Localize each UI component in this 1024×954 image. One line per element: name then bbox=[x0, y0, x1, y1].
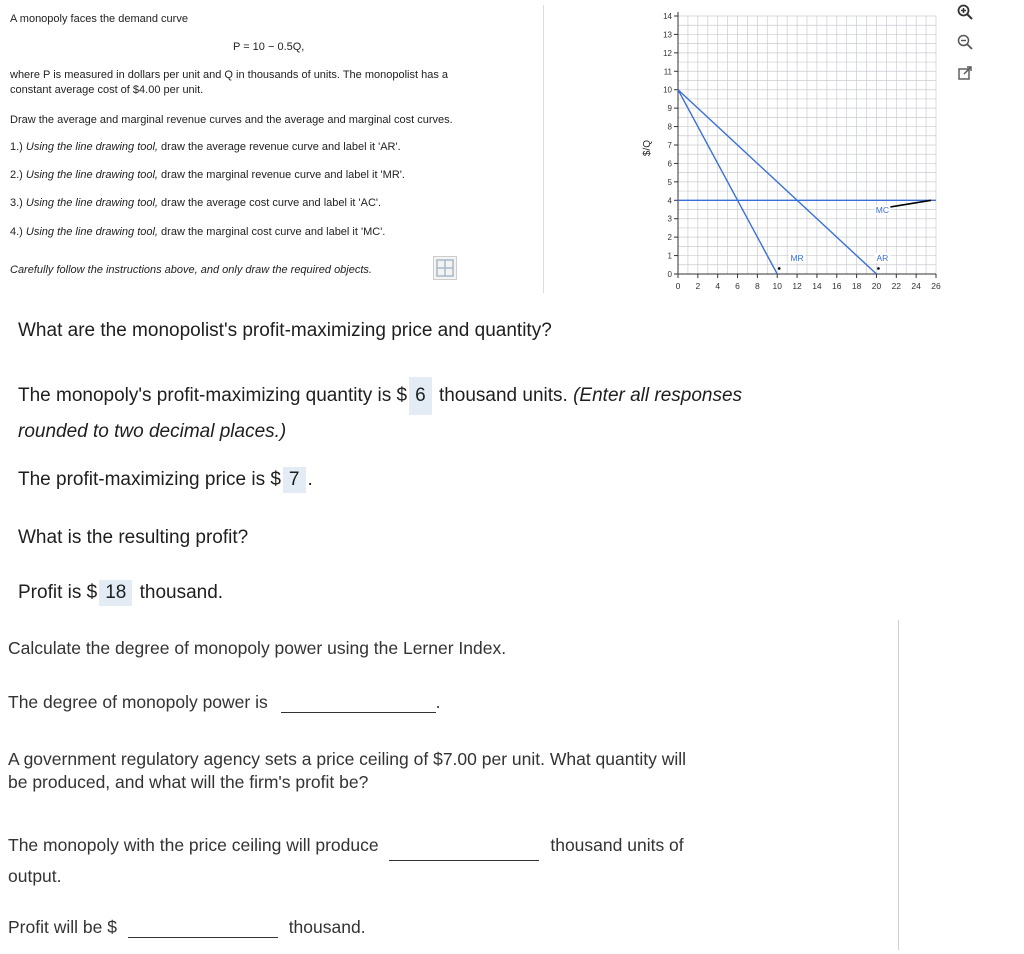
profit-answer-field[interactable]: 18 bbox=[99, 580, 132, 606]
y-tick-label: 9 bbox=[667, 104, 672, 114]
drawn-segment-mark bbox=[886, 200, 931, 207]
step-1: 1.) Using the line drawing tool, draw the average revenue curve and label it 'AR'. bbox=[10, 141, 401, 153]
y-tick-label: 10 bbox=[663, 85, 672, 95]
x-tick-label: 16 bbox=[832, 281, 842, 291]
series-label-ar: AR bbox=[876, 253, 889, 264]
zoom-in-icon[interactable] bbox=[955, 2, 975, 22]
question-profit: What is the resulting profit? bbox=[18, 527, 249, 548]
ar-end-point bbox=[877, 267, 880, 270]
lerner-question: Calculate the degree of monopoly power using the Lerner Index. bbox=[8, 638, 507, 658]
x-tick-label: 18 bbox=[851, 281, 862, 291]
grid-tool-glyph bbox=[434, 257, 456, 279]
y-tick-label: 11 bbox=[663, 67, 672, 77]
step-4: 4.) Using the line drawing tool, draw the marginal cost curve and label it 'MC'. bbox=[10, 226, 386, 238]
ceiling-profit-input[interactable] bbox=[128, 917, 278, 938]
demand-cost-chart[interactable] bbox=[630, 0, 950, 300]
profit-answer-line: Profit is $ 18 thousand. bbox=[18, 580, 223, 606]
x-tick-label: 0 bbox=[675, 281, 681, 291]
x-tick-label: 8 bbox=[755, 281, 760, 291]
y-tick-label: 12 bbox=[663, 48, 672, 58]
y-tick-label: 6 bbox=[667, 159, 672, 169]
x-tick-label: 6 bbox=[735, 281, 740, 291]
y-tick-label: 5 bbox=[667, 177, 672, 187]
x-tick-label: 12 bbox=[792, 281, 802, 291]
y-tick-label: 14 bbox=[663, 12, 672, 21]
x-tick-label: 20 bbox=[871, 281, 882, 291]
question-price-quantity: What are the monopolist's profit-maximizing price and quantity? bbox=[18, 320, 552, 341]
x-tick-label: 14 bbox=[812, 281, 822, 291]
y-tick-label: 8 bbox=[667, 122, 672, 132]
x-tick-label: 4 bbox=[715, 281, 721, 291]
chart-container[interactable] bbox=[630, 0, 950, 300]
ceiling-profit-line: Profit will be $ thousand. bbox=[8, 917, 366, 937]
y-tick-label: 4 bbox=[667, 196, 672, 206]
price-answer-line: The profit-maximizing price is $ 7 . bbox=[18, 467, 313, 493]
y-tick-label: 2 bbox=[667, 233, 672, 243]
y-tick-label: 0 bbox=[667, 270, 672, 279]
ceiling-quantity-line: The monopoly with the price ceiling will produce thousand units of output. bbox=[8, 835, 684, 886]
open-new-window-icon[interactable] bbox=[955, 63, 975, 83]
y-tick-label: 3 bbox=[667, 214, 672, 224]
series-label-mr: MR bbox=[790, 253, 804, 264]
x-tick-label: 26 bbox=[931, 281, 941, 291]
lerner-answer-line: The degree of monopoly power is . bbox=[8, 692, 441, 712]
quantity-answer-line: The monopoly's profit-maximizing quantity is $ 6 thousand units. (Enter all responses rounded to two decimal places.) bbox=[18, 377, 918, 449]
description-line1: where P is measured in dollars per unit and Q in thousands of units. The monopolist has a bbox=[10, 69, 449, 81]
zoom-out-icon[interactable] bbox=[955, 32, 975, 52]
x-tick-label: 10 bbox=[772, 281, 782, 291]
grid-tool-icon[interactable] bbox=[433, 256, 457, 280]
description-line2: constant average cost of $4.00 per unit. bbox=[10, 84, 204, 96]
y-tick-label: 13 bbox=[663, 30, 672, 40]
demand-equation: P = 10 − 0.5Q, bbox=[233, 41, 305, 53]
y-tick-label: 7 bbox=[667, 141, 672, 150]
series-label-mc: MC bbox=[875, 205, 890, 216]
x-tick-label: 22 bbox=[891, 281, 902, 291]
right-divider bbox=[898, 620, 899, 950]
step-3: 3.) Using the line drawing tool, draw the average cost curve and label it 'AC'. bbox=[10, 197, 382, 209]
price-answer-field[interactable]: 7 bbox=[283, 467, 306, 493]
draw-instruction: Draw the average and marginal revenue curves and the average and marginal cost curves. bbox=[10, 114, 453, 126]
x-tick-label: 2 bbox=[695, 281, 701, 291]
lerner-input[interactable] bbox=[281, 692, 436, 713]
mr-end-point bbox=[778, 267, 781, 270]
ceiling-quantity-input[interactable] bbox=[389, 840, 539, 861]
x-tick-label: 24 bbox=[911, 281, 921, 291]
step-2: 2.) Using the line drawing tool, draw the marginal revenue curve and label it 'MR'. bbox=[10, 169, 405, 181]
y-tick-label: 1 bbox=[667, 251, 672, 261]
y-axis-label: $/Q bbox=[642, 139, 653, 157]
intro-text: A monopoly faces the demand curve bbox=[10, 13, 188, 25]
panel-divider bbox=[543, 5, 544, 293]
price-ceiling-question: A government regulatory agency sets a price ceiling of $7.00 per unit. What quantity will be produced, and what will the firm's profit be? bbox=[8, 749, 687, 792]
careful-note: Carefully follow the instructions above, and only draw the required objects. bbox=[10, 264, 372, 276]
quantity-answer-field[interactable]: 6 bbox=[409, 377, 432, 415]
